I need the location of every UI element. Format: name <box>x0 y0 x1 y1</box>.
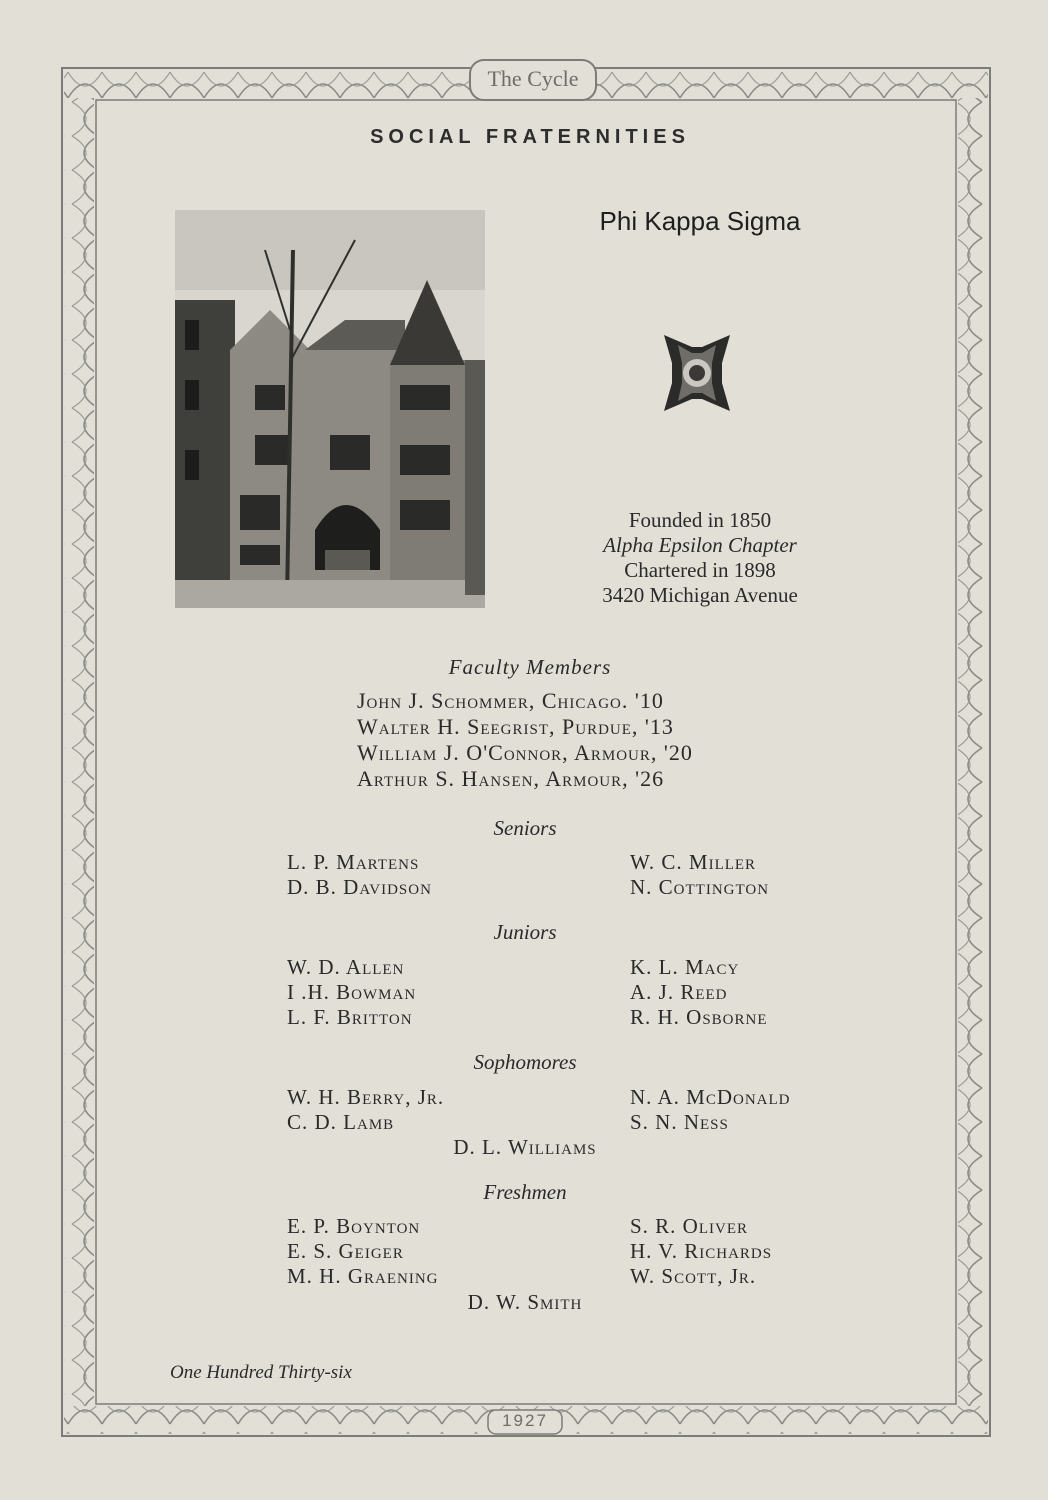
maltese-cross-badge-icon <box>656 333 738 413</box>
freshman-member: D. W. Smith <box>467 1290 583 1314</box>
freshman-member: E. P. Boynton <box>287 1214 421 1238</box>
fraternity-name: Phi Kappa Sigma <box>599 206 801 236</box>
junior-member: I .H. Bowman <box>287 980 417 1004</box>
faculty-member: William J. O'Connor, Armour, '20 <box>357 740 693 765</box>
freshman-member: E. S. Geiger <box>287 1239 404 1263</box>
address-line: 3420 Michigan Avenue <box>602 583 798 607</box>
masthead-logo: The Cycle <box>487 66 579 91</box>
chapter-name: Alpha Epsilon Chapter <box>603 533 797 557</box>
sophomore-member: N. A. McDonald <box>630 1085 791 1109</box>
sophomore-member: D. L. Williams <box>453 1135 597 1159</box>
senior-member: L. P. Martens <box>287 850 420 874</box>
junior-member: K. L. Macy <box>630 955 740 979</box>
sophomore-member: S. N. Ness <box>630 1110 729 1134</box>
founded-line: Founded in 1850 <box>628 508 772 532</box>
freshman-member: M. H. Graening <box>287 1264 439 1288</box>
sophomore-member: W. H. Berry, Jr. <box>287 1085 445 1109</box>
juniors-heading: Juniors <box>493 920 557 944</box>
sophomores-heading: Sophomores <box>473 1050 577 1074</box>
freshmen-heading: Freshmen <box>483 1180 567 1204</box>
section-title: SOCIAL FRATERNITIES <box>370 126 690 148</box>
faculty-member: Arthur S. Hansen, Armour, '26 <box>357 766 665 791</box>
faculty-member: Walter H. Seegrist, Purdue, '13 <box>357 714 674 739</box>
year-label: 1927 <box>502 1411 548 1430</box>
junior-member: A. J. Reed <box>630 980 728 1004</box>
freshman-member: H. V. Richards <box>630 1239 773 1263</box>
page-number-label: One Hundred Thirty-six <box>170 1362 352 1383</box>
chapter-house-photo <box>175 210 485 608</box>
sophomore-member: C. D. Lamb <box>287 1110 395 1134</box>
freshman-member: W. Scott, Jr. <box>630 1264 757 1288</box>
faculty-member: John J. Schommer, Chicago. '10 <box>357 688 664 713</box>
junior-member: R. H. Osborne <box>630 1005 768 1029</box>
freshman-member: S. R. Oliver <box>630 1214 749 1238</box>
chartered-line: Chartered in 1898 <box>624 558 776 582</box>
seniors-heading: Seniors <box>493 816 557 840</box>
faculty-heading: Faculty Members <box>448 655 612 679</box>
junior-member: W. D. Allen <box>287 955 405 979</box>
senior-member: N. Cottington <box>630 875 770 899</box>
senior-member: W. C. Miller <box>630 850 757 874</box>
junior-member: L. F. Britton <box>287 1005 413 1029</box>
senior-member: D. B. Davidson <box>287 875 432 899</box>
